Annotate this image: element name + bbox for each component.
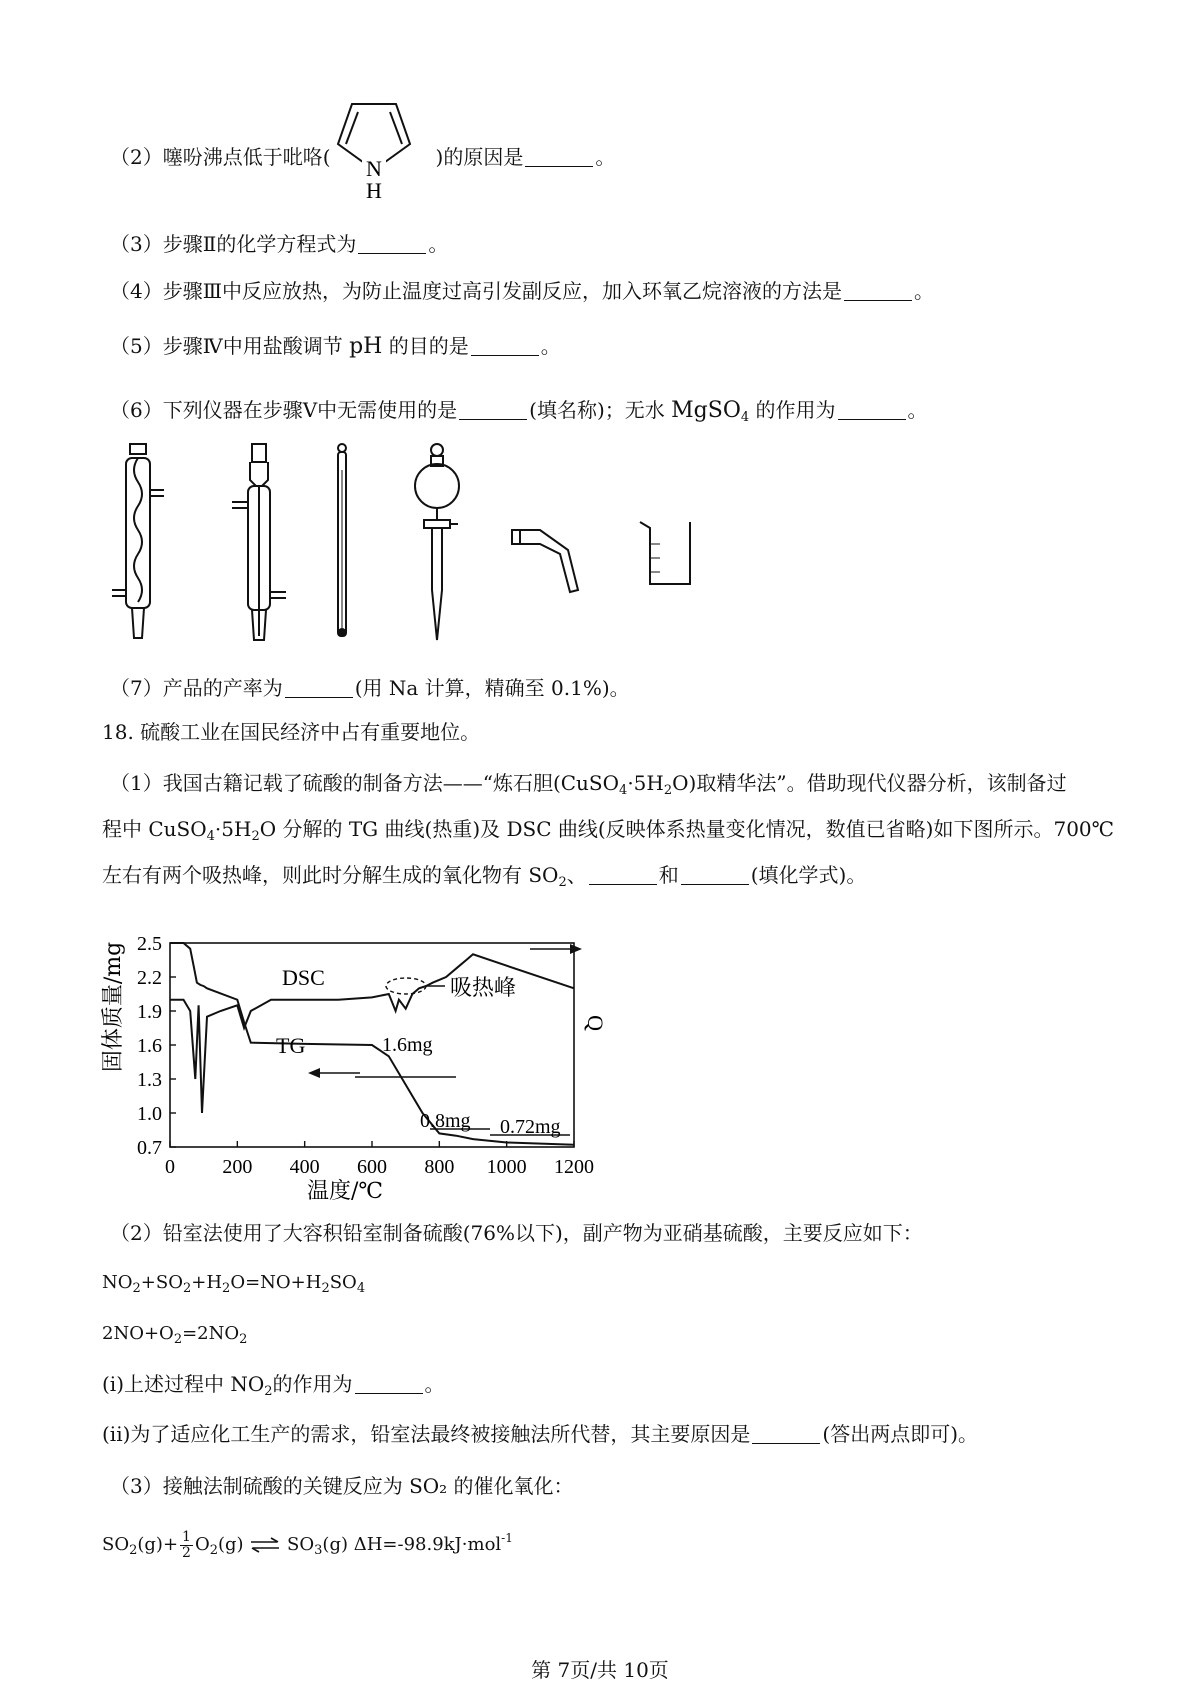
annotation-tg: TG (276, 1033, 306, 1058)
fraction-one-half: $\frac{1}{2}$ (182, 1528, 191, 1561)
question-5: （5）步骤Ⅳ中用盐酸调节 pH 的目的是 。 (110, 334, 561, 359)
y2-axis-label: Q (583, 1015, 608, 1031)
x-tick-label: 200 (222, 1156, 253, 1178)
answer-blank[interactable] (471, 335, 539, 356)
x-tick-label: 0 (165, 1156, 175, 1178)
straight-condenser-icon (232, 444, 286, 640)
serpentine-condenser-icon (112, 444, 164, 638)
y-tick-label: 2.5 (137, 933, 162, 955)
x-tick-label: 1000 (486, 1156, 527, 1178)
endothermic-peak-ellipse (386, 978, 426, 994)
answer-blank[interactable] (459, 399, 527, 420)
question-18-2-intro: （2）铅室法使用了大容积铅室制备硫酸(76%以下)，副产物为亚硝基硫酸，主要反应如下： (110, 1221, 923, 1245)
question-7: （7）产品的产率为 (用 Na 计算，精确至 0.1%)。 (110, 676, 630, 700)
apparatus-figures (100, 440, 780, 650)
question-18-2-ii: (ii)为了适应化工生产的需求，铅室法最终被接触法所代替，其主要原因是 (答出两点即可)。 (102, 1422, 979, 1446)
equation-2: $2NO+O_2=2NO_2$ (102, 1323, 248, 1347)
y-tick-label: 1.3 (137, 1069, 162, 1091)
annotation-dsc: DSC (282, 965, 325, 990)
question-18-title: 18. 硫酸工业在国民经济中占有重要地位。 (102, 720, 481, 744)
answer-blank[interactable] (589, 864, 657, 885)
y-tick-label: 2.2 (137, 967, 162, 989)
question-6: （6）下列仪器在步骤Ⅴ中无需使用的是 (填名称)；无水 MgSO$_4$ 的作用为 。 (110, 398, 928, 425)
y-tick-label: 1.6 (137, 1035, 162, 1057)
beaker-icon (640, 522, 690, 584)
answer-blank[interactable] (844, 280, 912, 301)
page-footer: 第 7页/共 10页 (531, 1658, 669, 1682)
annotation-0.8mg: 0.8mg (420, 1110, 471, 1132)
answer-blank[interactable] (355, 1373, 423, 1394)
question-18-3-intro: （3）接触法制硫酸的关键反应为 SO₂ 的催化氧化： (110, 1474, 574, 1498)
answer-blank[interactable] (525, 146, 593, 167)
x-tick-label: 1200 (554, 1156, 594, 1178)
y-tick-label: 1.9 (137, 1001, 162, 1023)
tg-dsc-chart (100, 905, 660, 1205)
answer-blank[interactable] (838, 399, 906, 420)
annotation-0.72mg: 0.72mg (500, 1116, 561, 1138)
annotation-endothermic-peak: 吸热峰 (450, 976, 517, 1001)
x-axis-label: 温度/℃ (306, 1179, 384, 1204)
question-18-1-line1: （1）我国古籍记载了硫酸的制备方法——“炼石胆$(CuSO_4\cdot 5H_2O)$取精华法”。借助现代仪器分析，该制备过 (110, 771, 1067, 798)
question-3: （3）步骤Ⅱ的化学方程式为 。 (110, 232, 449, 256)
tg-series-line (170, 943, 574, 1145)
svg-text:N: N (366, 156, 382, 181)
answer-blank[interactable] (752, 1423, 820, 1444)
question-18-1-line2: 程中 $CuSO_4\cdot 5H_2O$ 分解的 TG 曲线(热重)及 DSC 曲线(反映体系热量变化情况，数值已省略)如下图所示。700℃ (102, 817, 1115, 844)
separatory-funnel-icon (415, 444, 459, 640)
y-axis-label: 固体质量/mg (101, 941, 126, 1073)
x-tick-label: 800 (424, 1156, 455, 1178)
answer-blank[interactable] (285, 677, 353, 698)
question-2: （2）噻吩沸点低于吡咯( )的原因是 。 (110, 145, 616, 169)
pyrrole-structure-icon (330, 92, 440, 200)
y-tick-label: 0.7 (137, 1137, 162, 1159)
thermometer-icon (338, 444, 346, 636)
x-tick-label: 400 (289, 1156, 320, 1178)
equilibrium-arrow-icon (249, 1537, 281, 1553)
x-tick-label: 600 (357, 1156, 387, 1178)
equation-1: $NO_2+SO_2+H_2O=NO+H_2SO_4$ (102, 1272, 366, 1296)
equation-3: $SO_2(g)+$ $\frac{1}{2}$ $O_2(g)$ $SO_3(g)$ ΔH=-98.9kJ·mol$^{-1}$ (102, 1528, 513, 1561)
answer-blank[interactable] (681, 864, 749, 885)
annotation-1.6mg: 1.6mg (382, 1034, 433, 1056)
answer-blank[interactable] (358, 233, 426, 254)
question-18-2-i: (i)上述过程中 $NO_2$的作用为 。 (102, 1372, 445, 1399)
question-4: （4）步骤Ⅲ中反应放热，为防止温度过高引发副反应，加入环氧乙烷溶液的方法是 。 (110, 279, 935, 303)
adapter-icon (512, 530, 578, 592)
y-tick-label: 1.0 (137, 1103, 162, 1125)
question-18-1-line3: 左右有两个吸热峰，则此时分解生成的氧化物有 $SO_2$、 和 (填化学式)。 (102, 863, 867, 890)
svg-text:H: H (366, 178, 382, 200)
